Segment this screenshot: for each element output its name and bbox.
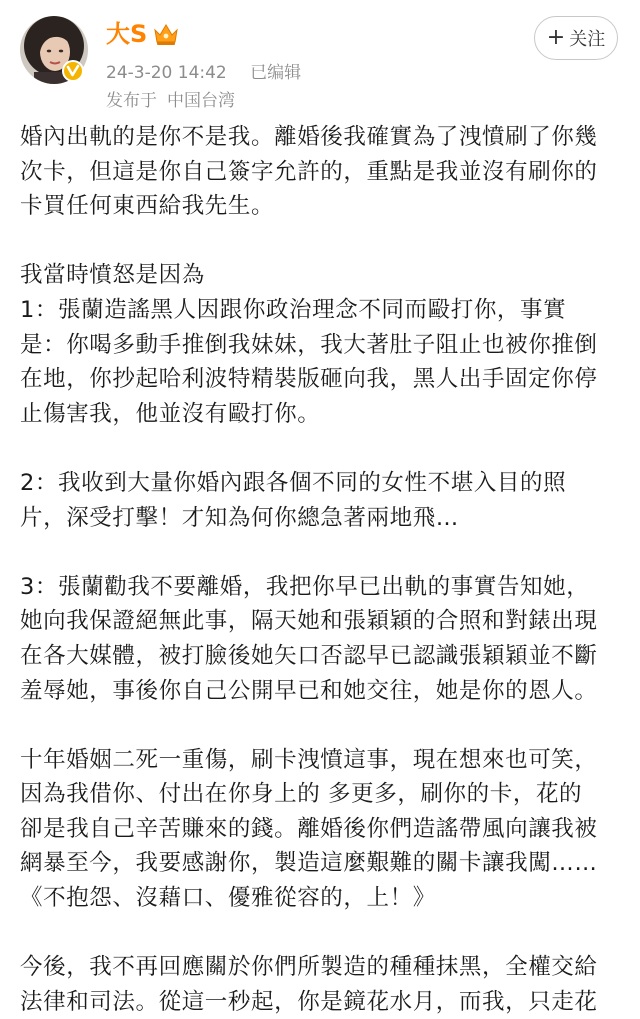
post-text-line: 法律和司法。從這一秒起，你是鏡花水月，而我，只走花: [20, 988, 598, 1015]
paragraph-gap: [20, 535, 620, 570]
location: 中国台湾: [167, 91, 235, 111]
post-text-line: 她向我保證絕無此事，隔天她和張穎穎的合照和對錶出現: [20, 608, 598, 635]
post-text-line: 片，深受打擊！才知為何你總急著兩地飛…: [20, 504, 459, 531]
post-text-line: 《不抱怨、沒藉口、優雅從容的，上！》: [20, 885, 436, 912]
post-text-line: 在地，你抄起哈利波特精裝版砸向我，黑人出手固定你停: [20, 366, 598, 393]
post-body: [20, 120, 620, 1019]
post-text-line: 我當時憤怒是因為: [20, 262, 205, 289]
username[interactable]: 大S: [106, 20, 148, 48]
published-from-label: 发布于: [106, 91, 157, 111]
location-line: [106, 86, 235, 111]
crown-icon: [153, 22, 179, 46]
post-text-line: 羞辱她，事後你自己公開早已和她交往，她是你的恩人。: [20, 677, 598, 704]
post-text-line: 婚內出軌的是你不是我。離婚後我確實為了洩憤刷了你幾: [20, 124, 598, 150]
post-text-line: 是：你喝多動手推倒我妹妹，我大著肚子阻止也被你推倒: [20, 331, 598, 358]
post-text-line: 十年婚姻二死一重傷，刷卡洩憤這事，現在想來也可笑，: [20, 746, 598, 773]
post-meta: [106, 58, 319, 83]
follow-label: 关注: [569, 29, 606, 50]
post-text-line: 在各大媒體，被打臉後她矢口否認早已認識張穎穎並不斷: [20, 642, 598, 669]
timestamp: 24-3-20 14:42: [106, 63, 227, 83]
paragraph-gap: [20, 224, 620, 259]
username-row: [106, 20, 179, 48]
plus-icon: +: [546, 25, 566, 50]
paragraph-gap: [20, 916, 620, 951]
post-text-line: 卡買任何東西給我先生。: [20, 193, 275, 220]
post-text-line: 次卡，但這是你自己簽字允許的，重點是我並沒有刷你的: [20, 158, 598, 185]
post-text-line: 2：我收到大量你婚內跟各個不同的女性不堪入目的照: [20, 469, 567, 496]
post-text-line: 1：張蘭造謠黑人因跟你政治理念不同而毆打你，事實: [20, 296, 567, 323]
post-text-line: 因為我借你、付出在你身上的 多更多，刷你的卡，花的: [20, 781, 583, 808]
post-text-line: 止傷害我，他並沒有毆打你。: [20, 400, 321, 427]
paragraph-gap: [20, 708, 620, 743]
post-text-line: 今後，我不再回應關於你們所製造的種種抹黑，全權交給: [20, 954, 598, 981]
edited-label[interactable]: 已编辑: [250, 63, 302, 83]
paragraph-gap: [20, 431, 620, 466]
verified-badge-icon: [62, 60, 84, 82]
post-text-line: 網暴至今，我要感謝你，製造這麼艱難的關卡讓我闖……: [20, 850, 598, 877]
post-text-line: 3：張蘭勸我不要離婚，我把你早已出軌的事實告知她，: [20, 573, 590, 600]
post-text-line: 卻是我自己辛苦賺來的錢。離婚後你們造謠帶風向讓我被: [20, 815, 598, 842]
follow-button[interactable]: [534, 16, 618, 60]
post-header: [0, 0, 640, 110]
